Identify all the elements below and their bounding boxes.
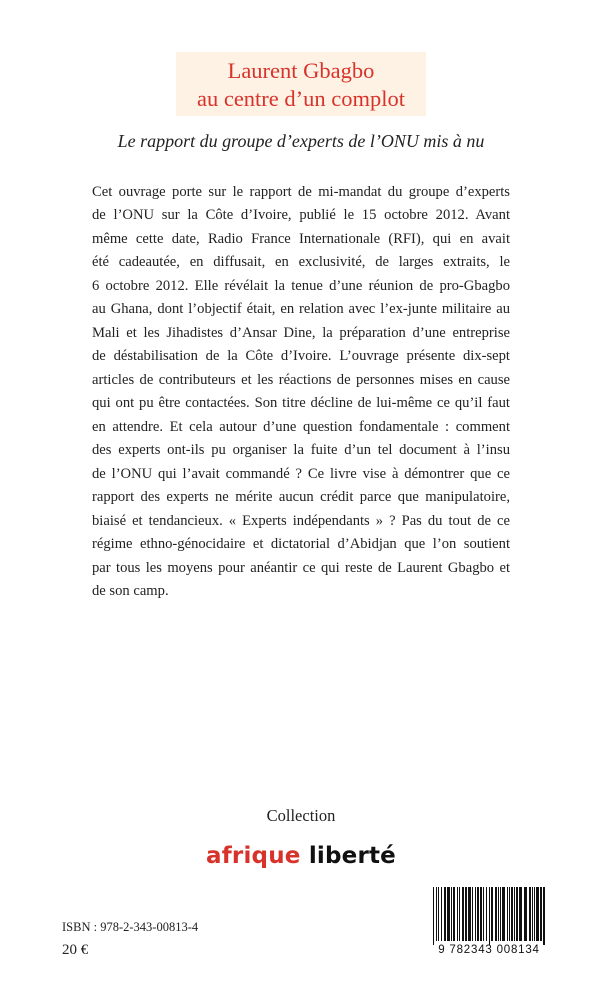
barcode-bar: [462, 887, 464, 941]
barcode-bar: [534, 887, 535, 941]
logo-word-afrique: afrique: [206, 843, 301, 869]
barcode-bar: [491, 887, 493, 941]
barcode-bar: [519, 887, 522, 941]
barcode-bar: [498, 887, 499, 941]
barcode-bar: [543, 887, 545, 945]
blurb-line: des experts ont-ils pu organiser la fuite d’un tel document à l’insu: [92, 442, 510, 459]
barcode-bar: [495, 887, 497, 941]
collection-logo: [0, 843, 602, 869]
barcode-bar: [472, 887, 473, 941]
blurb-line: 6 octobre 2012. Elle révélait la tenue d’une réunion de pro-Gbagbo: [92, 277, 510, 294]
barcode-bar: [540, 887, 542, 941]
blurb-line: Cet ouvrage porte sur le rapport de mi-mandat du groupe d’experts: [92, 184, 510, 200]
blurb-line: rapport des experts ne mérite aucun crédit parce que manipulatoire,: [92, 489, 510, 506]
barcode-bar: [511, 887, 513, 941]
barcode-bar: [500, 887, 501, 941]
blurb-line: régime ethno-génocidaire et dictatorial d’Abidjan que l’on soutient: [92, 536, 510, 553]
barcode-bar: [465, 887, 467, 941]
barcode-bar: [468, 887, 471, 941]
barcode-bar: [447, 887, 450, 941]
blurb-line: été cadeautée, en diffusait, en exclusivité, de larges extraits, le: [92, 254, 510, 271]
blurb-line: au Ghana, dont l’objectif était, en relation avec l’ex-junte militaire au: [92, 301, 510, 318]
blurb-line: Mali et les Jihadistes d’Ansar Dine, la préparation d’une entreprise: [92, 324, 510, 341]
barcode-bars: [429, 885, 549, 945]
barcode-bar: [436, 887, 437, 941]
collection-label: Collection: [266, 806, 336, 825]
blurb-line: de l’ONU qui l’avait commandé ? Ce livre vise à démontrer que ce: [92, 465, 510, 482]
barcode-bar: [514, 887, 515, 941]
back-cover-blurb: [92, 181, 510, 603]
blurb-line: de déstabilisation de la Côte d’Ivoire. L’ouvrage présente dix-sept: [92, 348, 510, 365]
barcode-bar: [433, 887, 434, 945]
barcode-bar: [507, 887, 508, 941]
barcode-bar: [475, 887, 476, 941]
blurb-line: articles de contributeurs et les réactions de personnes mises en cause: [92, 371, 510, 388]
barcode-number: 9 782343 008134: [438, 944, 540, 956]
book-title-line-1: Laurent Gbagbo: [227, 58, 375, 83]
barcode-bar: [483, 887, 484, 941]
barcode-bar: [453, 887, 455, 941]
barcode-bar: [489, 887, 490, 945]
barcode-bar: [486, 887, 487, 941]
blurb-line: même cette date, Radio France Internationale (RFI), qui en avait: [92, 230, 510, 247]
blurb-line: de l’ONU sur la Côte d’Ivoire, publié le 15 octobre 2012. Avant: [92, 207, 510, 224]
barcode-bar: [441, 887, 442, 941]
book-subtitle: Le rapport du groupe d’experts de l’ONU mis à nu: [117, 131, 485, 151]
barcode-bar: [438, 887, 439, 941]
barcode-bar: [532, 887, 533, 941]
barcode-bar: [516, 887, 518, 941]
barcode-bar: [477, 887, 479, 941]
barcode-bar: [529, 887, 531, 941]
isbn: ISBN : 978-2-343-00813-4: [62, 920, 199, 934]
barcode-bar: [444, 887, 446, 941]
blurb-line: qui ont pu être contactées. Son titre décline de lui-même ce qu’il faut: [92, 395, 510, 412]
logo-word-liberte: liberté: [308, 843, 396, 869]
blurb-line: biaisé et tendancieux. « Experts indépendants » ? Pas du tout de ce: [92, 512, 510, 529]
price: 20 €: [62, 942, 89, 958]
book-title-line-2: au centre d’un complot: [196, 86, 406, 111]
barcode-bar: [524, 887, 527, 941]
barcode-bar: [509, 887, 510, 941]
barcode-bar: [457, 887, 458, 941]
barcode-bar: [459, 887, 460, 941]
blurb-line: de son camp.: [92, 582, 169, 599]
barcode-bar: [480, 887, 482, 941]
blurb-line: par tous les moyens pour anéantir ce qui reste de Laurent Gbagbo et: [92, 559, 510, 576]
barcode-bar: [502, 887, 505, 941]
blurb-line: en attendre. Et cela autour d’une question fondamentale : comment: [92, 418, 510, 435]
barcode-bar: [451, 887, 452, 941]
barcode-bar: [536, 887, 539, 941]
